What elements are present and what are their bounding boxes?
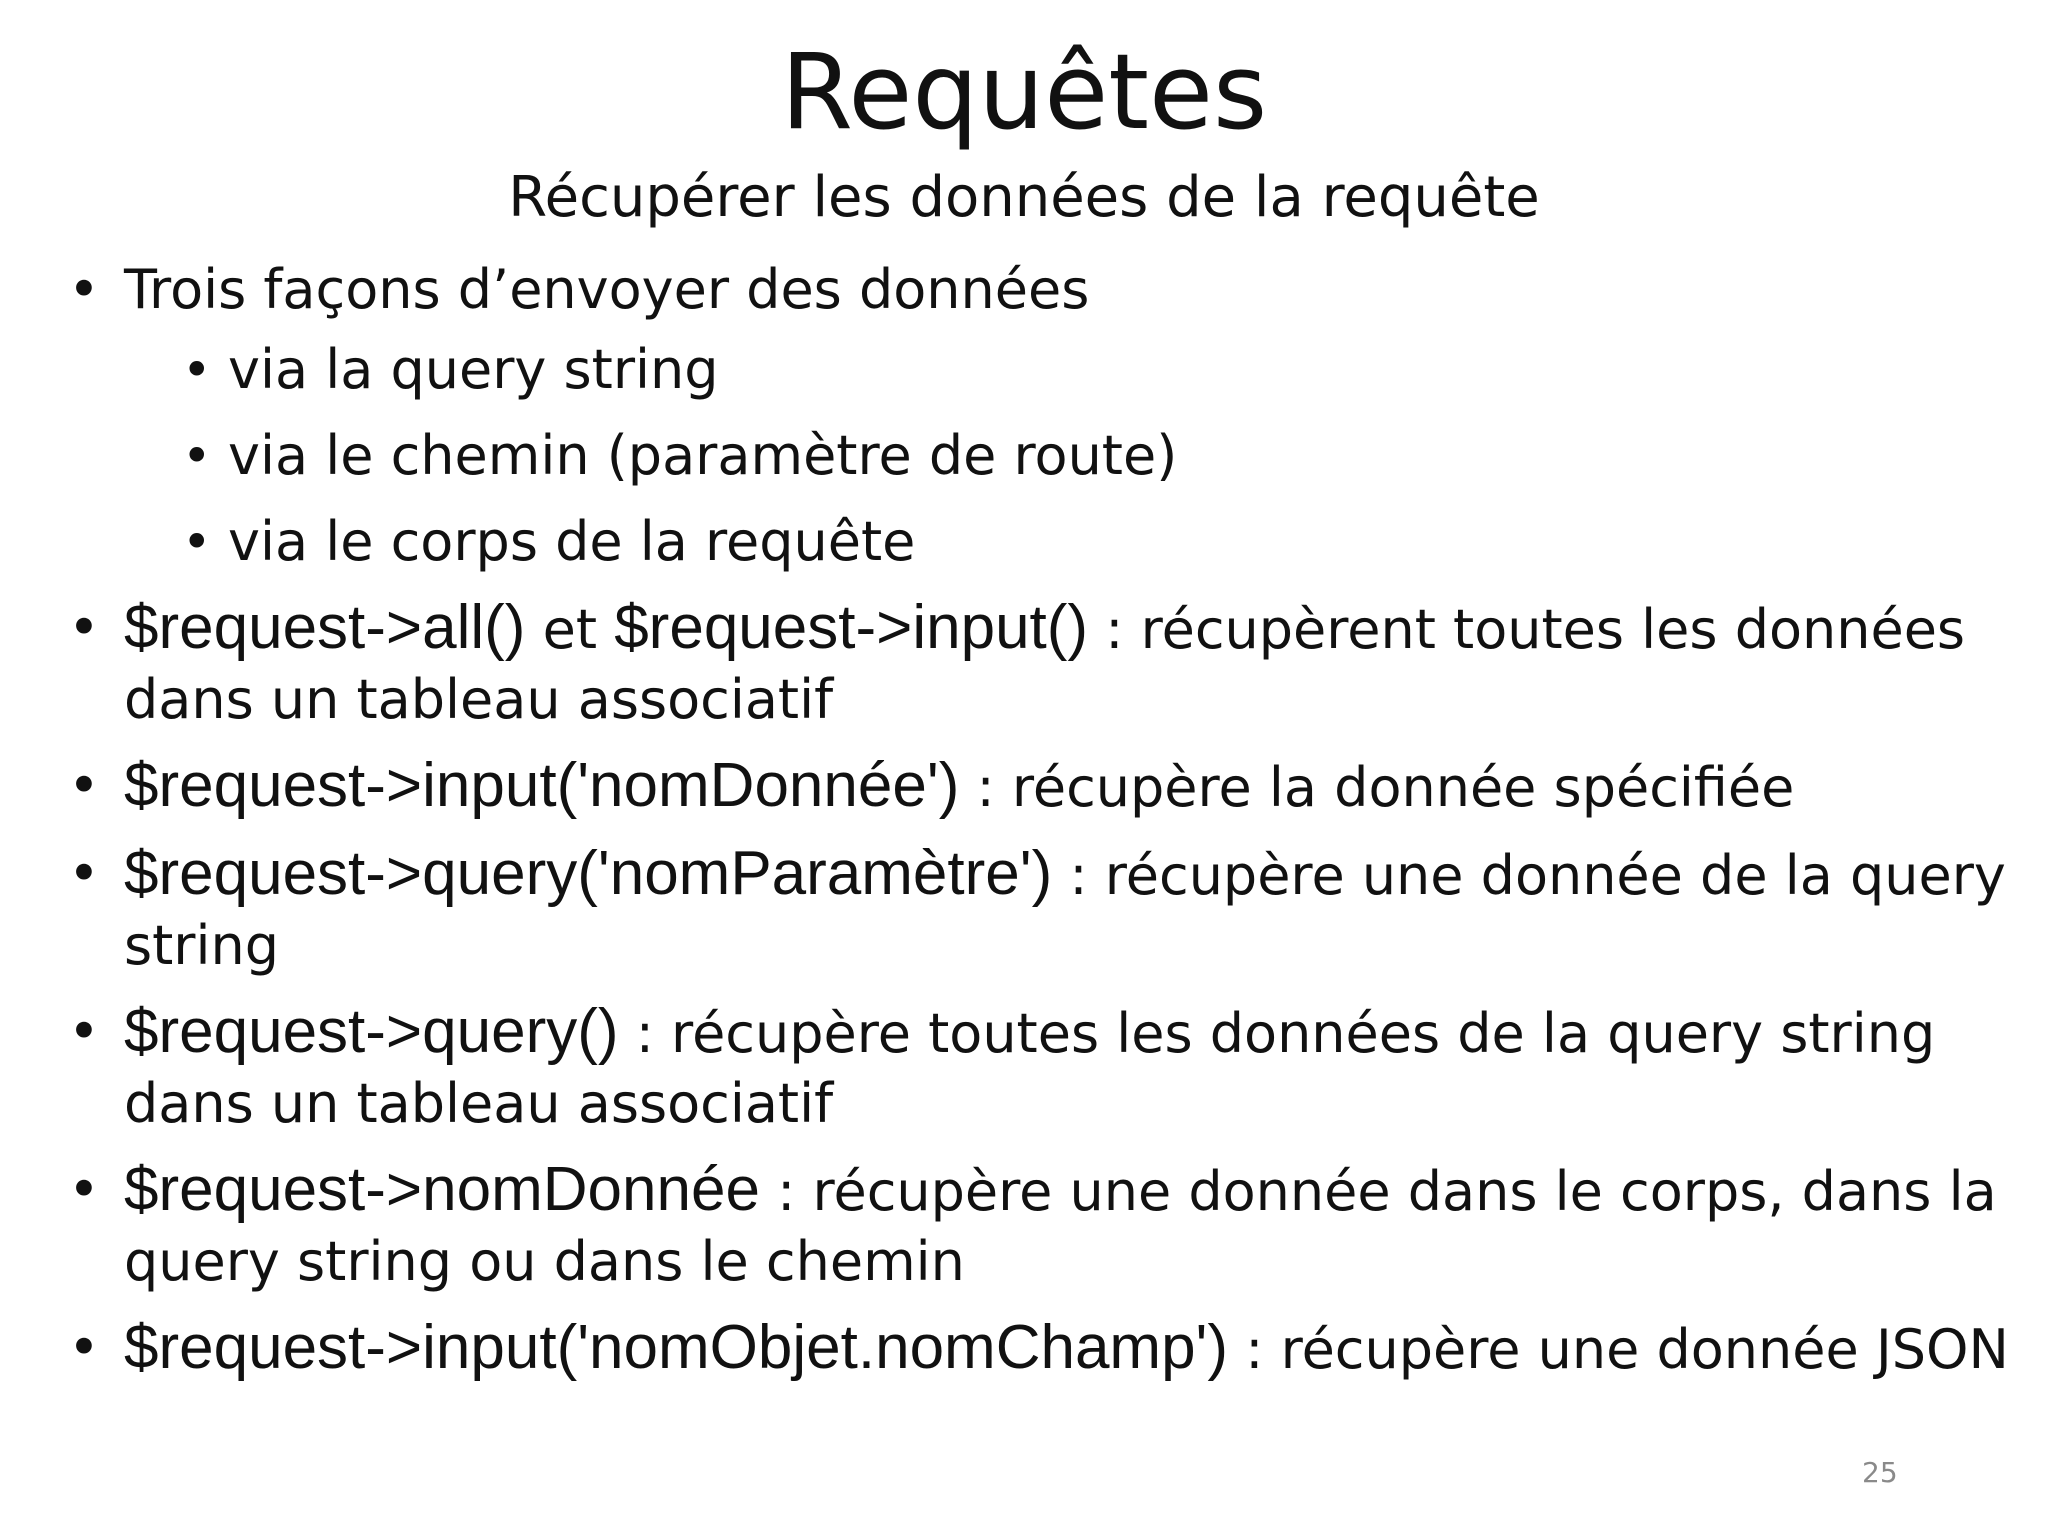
sub-bullet-item bbox=[124, 335, 2012, 405]
bullet-text: : récupère toutes les données de la query string dans un tableau associatif bbox=[124, 1002, 1936, 1135]
bullet-dot-icon: • bbox=[182, 341, 212, 399]
slide-title: Requêtes bbox=[780, 31, 1268, 153]
bullet-dot-icon: • bbox=[68, 754, 100, 817]
sub-bullet-list bbox=[124, 335, 2012, 577]
code-snippet: $request->all() bbox=[124, 593, 526, 662]
code-snippet: $request->input('nomDonnée') bbox=[124, 751, 960, 820]
page-number: 25 bbox=[1862, 1456, 1898, 1489]
bullet-dot-icon: • bbox=[68, 842, 100, 905]
bullet-item bbox=[0, 1313, 2048, 1385]
bullet-dot-icon: • bbox=[182, 513, 212, 571]
code-snippet: $request->query('nomParamètre') bbox=[124, 839, 1053, 908]
code-snippet: $request->input() bbox=[614, 593, 1089, 662]
code-snippet: $request->nomDonnée bbox=[124, 1155, 760, 1224]
code-snippet: $request->query() bbox=[124, 997, 619, 1066]
sub-bullet-text: via le corps de la requête bbox=[228, 510, 916, 573]
bullet-dot-icon: • bbox=[68, 1000, 100, 1063]
sub-bullet-item bbox=[124, 507, 2012, 577]
bullet-item bbox=[0, 1155, 2048, 1297]
bullet-list bbox=[0, 255, 2048, 1401]
bullet-dot-icon: • bbox=[68, 596, 100, 659]
bullet-text: : récupère une donnée JSON bbox=[1228, 1318, 2009, 1381]
bullet-text: : récupère une donnée de la query string bbox=[124, 844, 2006, 977]
sub-bullet-text: via la query string bbox=[228, 338, 719, 401]
code-snippet: $request->input('nomObjet.nomChamp') bbox=[124, 1313, 1229, 1382]
bullet-dot-icon: • bbox=[68, 1158, 100, 1221]
bullet-text: : récupère la donnée spécifiée bbox=[959, 756, 1795, 819]
slide-subtitle: Récupérer les données de la requête bbox=[508, 165, 1540, 230]
bullet-dot-icon: • bbox=[68, 1316, 100, 1379]
bullet-item bbox=[0, 839, 2048, 981]
sub-bullet-item bbox=[124, 421, 2012, 491]
bullet-text: : récupèrent toutes les données dans un tableau associatif bbox=[124, 598, 1966, 731]
bullet-text: Trois façons d’envoyer des données bbox=[124, 258, 1090, 321]
bullet-text: : récupère une donnée dans le corps, dans la query string ou dans le chemin bbox=[124, 1160, 1997, 1293]
bullet-item bbox=[0, 255, 2048, 577]
sub-bullet-text: via le chemin (paramètre de route) bbox=[228, 424, 1178, 487]
bullet-dot-icon: • bbox=[182, 427, 212, 485]
bullet-text: et bbox=[525, 598, 615, 661]
bullet-dot-icon: • bbox=[68, 258, 100, 321]
bullet-item bbox=[0, 751, 2048, 823]
bullet-item bbox=[0, 997, 2048, 1139]
bullet-item bbox=[0, 593, 2048, 735]
